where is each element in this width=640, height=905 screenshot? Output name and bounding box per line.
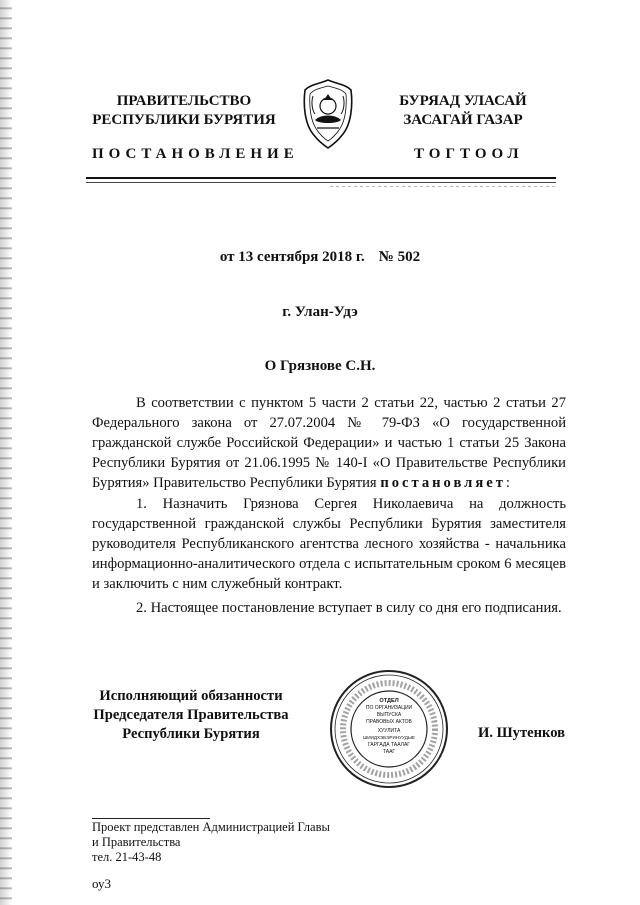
footer-note bbox=[92, 820, 330, 865]
document-city: г. Улан-Удэ bbox=[282, 304, 358, 320]
clause-1: 1. Назначить Грязнова Сергея Николаевича на должность государственной гражданской службы Республики Бурятия заместителя руководителя Республиканского агентства лесного хозяйства - начальника информационно-аналитического отдела с испытательным сроком 6 месяцев и заключить с ним служебный контракт. bbox=[92, 496, 566, 592]
seal-line7: ГАРГАДА ТААЛАГ bbox=[367, 742, 411, 748]
header-left bbox=[84, 92, 284, 130]
header-right-line1: БУРЯАД УЛАСАЙ bbox=[399, 93, 527, 109]
seal-line1: ОТДЕЛ bbox=[379, 698, 399, 704]
header-rule-thick bbox=[86, 177, 556, 179]
official-stamp-seal bbox=[328, 668, 450, 790]
signatory-name: И. Шутенков bbox=[478, 725, 566, 741]
seal-line4: ПРАВОВЫХ АКТОВ bbox=[366, 719, 412, 725]
document-number: № 502 bbox=[378, 249, 421, 265]
document-date: от 13 сентября 2018 г. bbox=[219, 249, 365, 265]
header-right-line2: ЗАСАГАЙ ГАЗАР bbox=[403, 112, 523, 128]
signatory-line2: Председателя Правительства bbox=[93, 707, 289, 723]
preamble-paragraph bbox=[92, 393, 566, 493]
footer-rule bbox=[92, 818, 210, 819]
header-right bbox=[388, 92, 538, 130]
header-rule-faint bbox=[330, 186, 556, 187]
signatory-line3: Республики Бурятия bbox=[122, 726, 260, 742]
decree-word: постановляет bbox=[380, 475, 506, 491]
preamble-text: В соответствии с пунктом 5 части 2 статьи 22, частью 2 статьи 27 Федерального закона от 27.07.2004 № 79-ФЗ «О государственной гражданской службе Российской Федерации» и частью 1 статьи 25 Закона Республики Бурятия от 21.06.1995 № 140-I «О Правительстве Республики Бурятия» Правительство Республики Бурятия bbox=[92, 395, 566, 491]
coat-of-arms-emblem bbox=[299, 76, 357, 150]
seal-line5: ХУУЛИТА bbox=[377, 728, 401, 734]
header-left-line2: РЕСПУБЛИКИ БУРЯТИЯ bbox=[92, 112, 276, 128]
footer-code: оу3 bbox=[92, 876, 112, 891]
signatory-title bbox=[84, 687, 298, 744]
seal-line3: ВЫПУСКА bbox=[376, 712, 402, 718]
doc-type-russian: ПОСТАНОВЛЕНИЕ bbox=[92, 146, 299, 162]
clause-2: 2. Настоящее постановление вступает в силу со дня его подписания. bbox=[136, 600, 562, 616]
decree-colon: : bbox=[505, 475, 510, 491]
header-rule-thin bbox=[86, 182, 556, 183]
date-number-line bbox=[0, 249, 640, 266]
signatory-line1: Исполняющий обязанности bbox=[99, 688, 283, 704]
seal-line6: ШИИДХЭБЭРИНУУДЫЕ bbox=[363, 735, 415, 740]
seal-line2: ПО ОРГАНИЗАЦИИ bbox=[365, 705, 413, 711]
footer-phone: тел. 21-43-48 bbox=[92, 850, 162, 864]
footer-line1: Проект представлен Администрацией Главы bbox=[92, 820, 330, 834]
scan-edge-artifact bbox=[0, 0, 12, 905]
header-left-line1: ПРАВИТЕЛЬСТВО bbox=[116, 93, 252, 109]
footer-line2: и Правительства bbox=[92, 835, 181, 849]
doc-type-buryat: ТОГТООЛ bbox=[414, 146, 524, 162]
seal-line8: ТААГ bbox=[382, 749, 396, 755]
document-title: О Грязнове С.Н. bbox=[264, 358, 376, 374]
